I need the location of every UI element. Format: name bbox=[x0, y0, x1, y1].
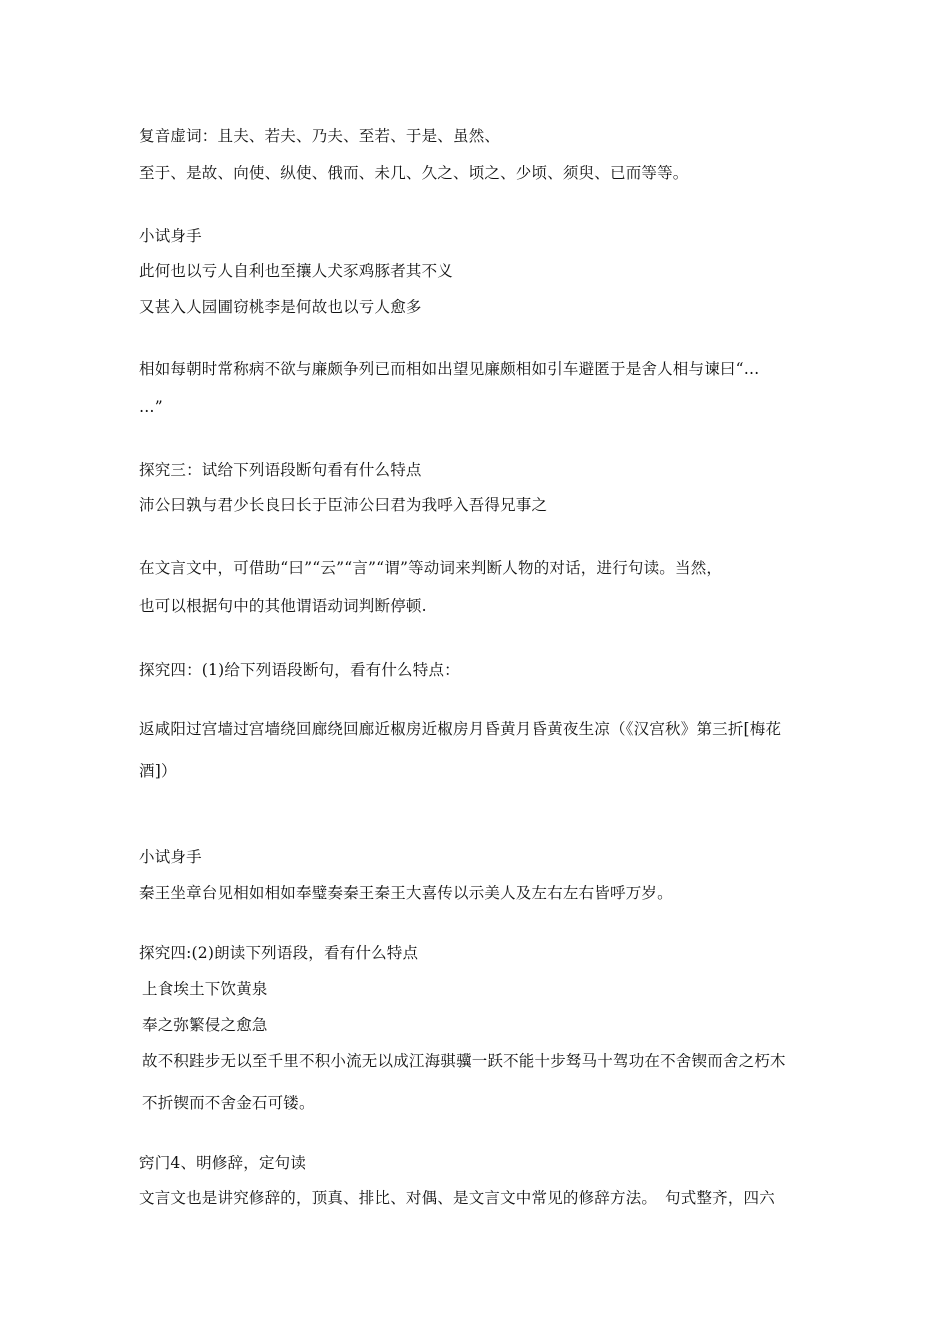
exercise-text-line: 秦王坐章台见相如相如奉璧奏秦王秦王大喜传以示美人及左右左右皆呼万岁。 bbox=[139, 884, 673, 902]
exercise-text-line: 奉之弥繁侵之愈急 bbox=[142, 1016, 268, 1034]
explanation-text-line: 也可以根据句中的其他谓语动词判断停顿. bbox=[139, 597, 427, 615]
exercise-text-line: 沛公曰孰与君少长良曰长于臣沛公曰君为我呼入吾得兄事之 bbox=[139, 496, 548, 514]
exercise-text-line: 故不积跬步无以至千里不积小流无以成江海骐骥一跃不能十步驽马十驾功在不舍锲而舍之朽木 bbox=[142, 1052, 786, 1070]
exercise-text-line: 返咸阳过宫墙过宫墙绕回廊绕回廊近椒房近椒房月昏黄月昏黄夜生凉（《汉宫秋》第三折[梅花 bbox=[139, 720, 782, 738]
exercise-text-line: 酒]） bbox=[139, 762, 177, 780]
section-heading-tip-four: 窍门4、明修辞，定句读 bbox=[139, 1154, 307, 1172]
exercise-text-line: 此何也以亏人自利也至攘人犬豕鸡豚者其不义 bbox=[139, 262, 454, 280]
text-line-compound-function-words-continued: 至于、是故、向使、纵使、俄而、未几、久之、顷之、少顷、须臾、已而等等。 bbox=[139, 164, 689, 182]
section-heading-practice: 小试身手 bbox=[139, 227, 202, 245]
explanation-text-line: 在文言文中，可借助“曰”“云”“言”“谓”等动词来判断人物的对话，进行句读。当然， bbox=[139, 559, 723, 577]
exercise-text-line: 又甚入人园圃窃桃李是何故也以亏人愈多 bbox=[139, 298, 422, 316]
exercise-text-line: …” bbox=[139, 398, 163, 416]
text-line-compound-function-words: 复音虚词：且夫、若夫、乃夫、至若、于是、虽然、 bbox=[139, 127, 501, 145]
exercise-text-line: 不折锲而不舍金石可镂。 bbox=[142, 1094, 315, 1112]
explanation-text-line: 文言文也是讲究修辞的，顶真、排比、对偶、是文言文中常见的修辞方法。 句式整齐，四六 bbox=[139, 1189, 775, 1207]
section-heading-explore-four-two: 探究四:(2)朗读下列语段，看有什么特点 bbox=[139, 944, 419, 962]
exercise-text-line: 相如每朝时常称病不欲与廉颇争列已而相如出望见廉颇相如引车避匿于是舍人相与谏曰“… bbox=[139, 360, 760, 378]
section-heading-explore-four-one: 探究四：(1)给下列语段断句，看有什么特点： bbox=[139, 661, 460, 679]
exercise-text-line: 上食埃土下饮黄泉 bbox=[142, 980, 268, 998]
section-heading-explore-three: 探究三：试给下列语段断句看有什么特点 bbox=[139, 461, 422, 479]
section-heading-practice: 小试身手 bbox=[139, 848, 202, 866]
